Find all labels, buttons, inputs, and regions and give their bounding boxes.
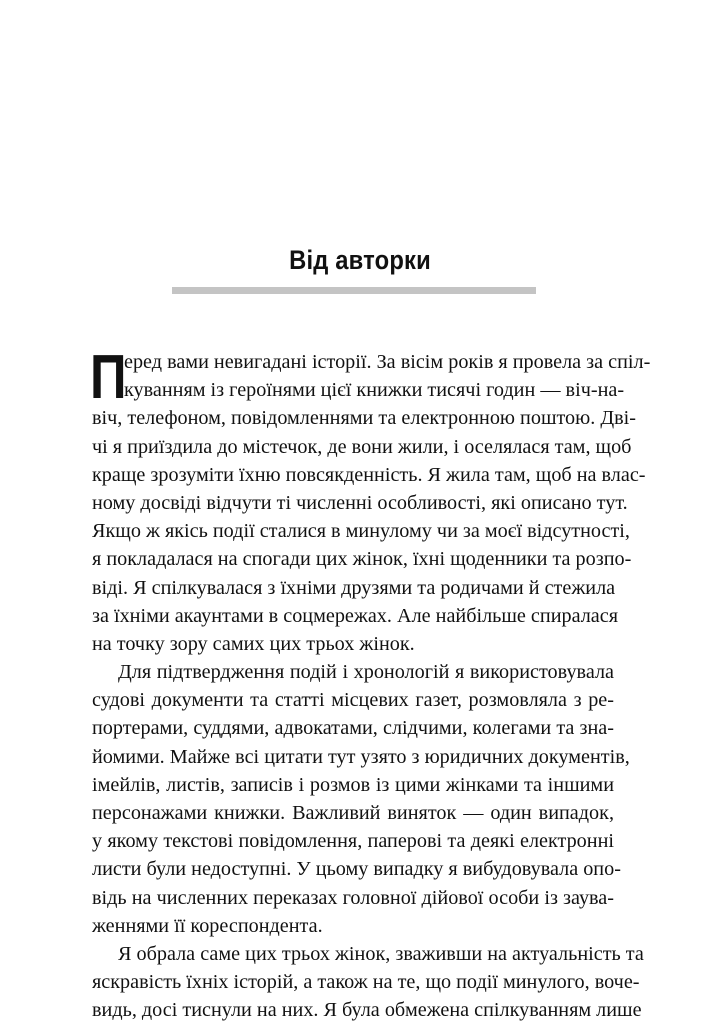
text-line: Для підтвердження подій і хронологій я використовувала: [118, 661, 614, 684]
chapter-title: Від авторки: [289, 245, 431, 275]
text-line: відь на численних переказах головної дійової особи із заува-: [92, 886, 614, 909]
text-line: женнями її кореспондента.: [92, 914, 323, 937]
text-line: Якщо ж якісь події сталися в минулому чи за моєї відсутності,: [92, 520, 630, 543]
title-underline-rule: [172, 287, 536, 294]
text-line: судові документи та статті місцевих газет, розмовляла з ре-: [92, 689, 614, 712]
text-line: на точку зору самих цих трьох жінок.: [92, 632, 415, 655]
text-line: йомими. Майже всі цитати тут узято з юридичних документів,: [92, 745, 630, 768]
paragraph-3: [92, 940, 644, 1025]
text-line: краще зрозуміти їхню повсякденність. Я жила там, щоб на влас-: [92, 463, 646, 486]
drop-cap-letter: П: [90, 343, 127, 412]
text-line: я покладалася на спогади цих жінок, їхні щоденники та розпо-: [92, 548, 632, 571]
text-line: яскравість їхніх історій, а також на те, що події минулого, воче-: [92, 971, 640, 994]
text-line: віч, телефоном, повідомленнями та електронною поштою. Дві-: [92, 407, 636, 430]
text-line: віді. Я спілкувалася з їхніми друзями та родичами й стежила: [92, 576, 616, 599]
text-line: ному досвіді відчути ті численні особливості, які описано тут.: [92, 491, 628, 514]
text-line: Я обрала саме цих трьох жінок, зваживши на актуальність та: [118, 942, 644, 965]
text-line: чі я приїздила до містечок, де вони жили, і оселялася там, щоб: [92, 435, 632, 458]
body-text: [90, 343, 651, 1025]
paragraph-2: [92, 658, 630, 940]
text-line: куванням із героїнями цієї книжки тисячі годин — віч-на-: [124, 379, 625, 402]
text-line: видь, досі тиснули на них. Я була обмежена спілкуванням лише: [92, 999, 642, 1022]
text-line: імейлів, листів, записів і розмов із цими жінками та іншими: [92, 773, 614, 796]
text-line: портерами, суддями, адвокатами, слідчими, колегами та зна-: [92, 717, 614, 740]
text-line: листи були недоступні. У цьому випадку я вибудовувала опо-: [92, 858, 621, 881]
paragraph-1: [90, 343, 651, 658]
text-line: за їхніми акаунтами в соцмережах. Але найбільше спиралася: [92, 604, 619, 627]
text-line: у якому текстові повідомлення, паперові та деякі електронні: [92, 830, 614, 853]
text-line: персонажами книжки. Важливий виняток — один випадок,: [92, 802, 614, 824]
text-line: еред вами невигадані історії. За вісім років я провела за спіл-: [124, 351, 651, 373]
